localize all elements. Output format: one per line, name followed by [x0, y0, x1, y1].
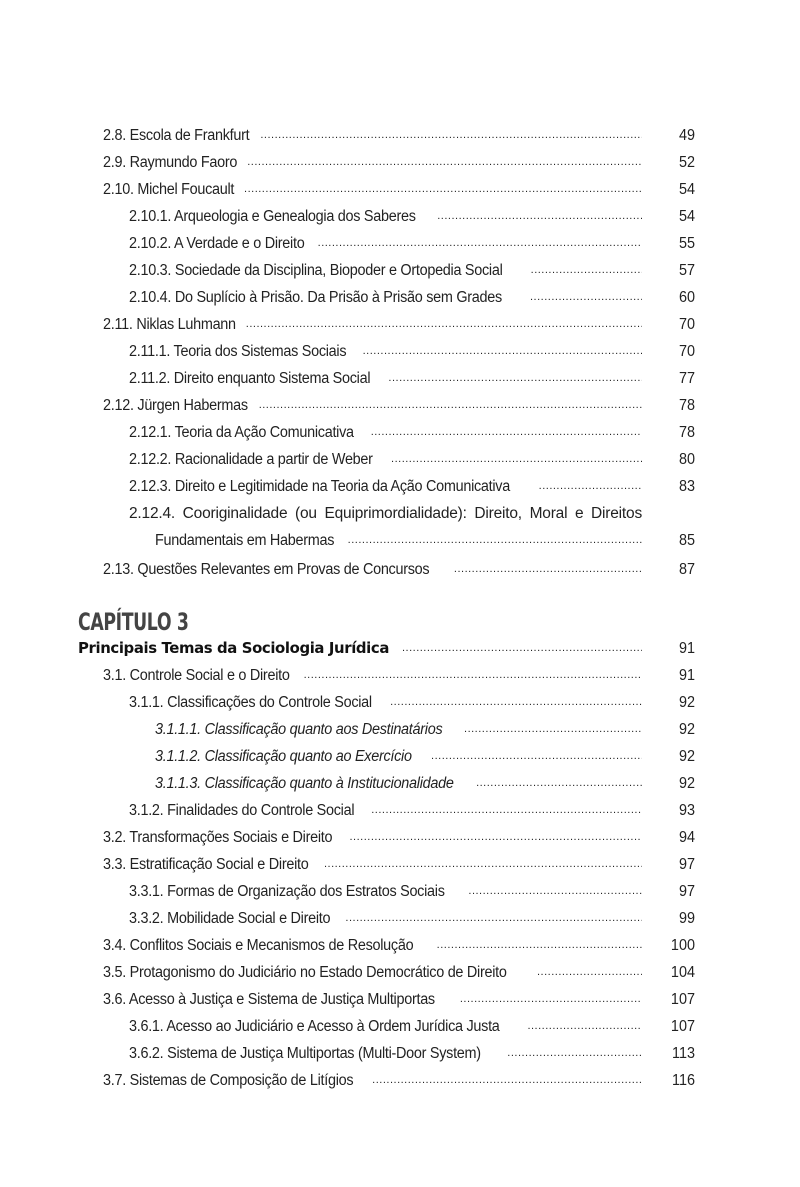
- toc-entry-title: 3.1. Controle Social e o Direito: [103, 667, 290, 684]
- dot-leader: [260, 122, 642, 149]
- toc-entry[interactable]: [0, 149, 800, 176]
- dot-leader: [390, 689, 642, 716]
- dot-leader: [348, 527, 642, 554]
- toc-entry-title: 3.2. Transformações Sociais e Direito: [103, 829, 333, 846]
- toc-entry-title: 3.1.1.3. Classificação quanto à Institucionalidade: [155, 775, 454, 792]
- toc-entry-title: 3.6.1. Acesso ao Judiciário e Acesso à Ordem Jurídica Justa: [129, 1018, 500, 1035]
- toc-section-chapter-2: [0, 122, 800, 500]
- dot-leader: [437, 203, 642, 230]
- toc-entry[interactable]: [0, 986, 800, 1013]
- dot-leader: [349, 824, 642, 851]
- toc-entry[interactable]: [0, 500, 800, 556]
- toc-entry-title: 2.9. Raymundo Faoro: [103, 154, 238, 171]
- toc-entry-title: 3.5. Protagonismo do Judiciário no Estado Democrático de Direito: [103, 964, 507, 981]
- toc-entry-title: 2.10.1. Arqueologia e Genealogia dos Saberes: [129, 208, 416, 225]
- toc-entry-page: 116: [672, 1072, 695, 1089]
- dot-leader: [259, 392, 642, 419]
- toc-section-chapter-2-end: [0, 556, 800, 583]
- toc-entry-title: 2.12.3. Direito e Legitimidade na Teoria da Ação Comunicativa: [129, 478, 510, 495]
- toc-entry-title: 3.6.2. Sistema de Justiça Multiportas (Multi-Door System): [129, 1045, 481, 1062]
- toc-entry-page: 80: [678, 451, 695, 468]
- toc-entry-page: 87: [678, 561, 695, 578]
- toc-entry[interactable]: [0, 203, 800, 230]
- toc-entry-title: 2.10.3. Sociedade da Disciplina, Biopoder e Ortopedia Social: [129, 262, 503, 279]
- toc-entry-title-line2: Fundamentais em Habermas: [155, 532, 335, 549]
- dot-leader: [391, 446, 642, 473]
- toc-entry-page: 77: [678, 370, 695, 387]
- toc-entry-title: 3.4. Conflitos Sociais e Mecanismos de Resolução: [103, 937, 414, 954]
- dot-leader: [460, 986, 642, 1013]
- toc-entry[interactable]: [0, 932, 800, 959]
- toc-entry[interactable]: [0, 446, 800, 473]
- dot-leader: [372, 1067, 642, 1094]
- toc-entry-title: 2.12.1. Teoria da Ação Comunicativa: [129, 424, 354, 441]
- toc-entry-page: 97: [678, 883, 695, 900]
- dot-leader: [244, 176, 642, 203]
- dot-leader: [464, 716, 642, 743]
- toc-entry[interactable]: [0, 959, 800, 986]
- toc-entry-title: 3.3.1. Formas de Organização dos Estratos Sociais: [129, 883, 445, 900]
- toc-entry[interactable]: [0, 419, 800, 446]
- toc-entry-title: 2.11. Niklas Luhmann: [103, 316, 236, 333]
- toc-entry[interactable]: [0, 284, 800, 311]
- toc-entry-page: 100: [670, 937, 695, 954]
- toc-entry-title: 3.1.1.1. Classificação quanto aos Destinatários: [155, 721, 443, 738]
- toc-entry-title: 3.1.1. Classificações do Controle Social: [129, 694, 372, 711]
- toc-entry[interactable]: [0, 257, 800, 284]
- toc-entry-title: 2.11.2. Direito enquanto Sistema Social: [129, 370, 371, 387]
- toc-entry[interactable]: [0, 878, 800, 905]
- toc-entry-page: 99: [678, 910, 695, 927]
- toc-entry[interactable]: [0, 176, 800, 203]
- toc-entry[interactable]: [0, 905, 800, 932]
- toc-entry-page: 97: [678, 856, 695, 873]
- dot-leader: [247, 149, 642, 176]
- toc-entry-page: 55: [678, 235, 695, 252]
- toc-entry-page: 107: [670, 991, 695, 1008]
- toc-entry-title: 3.6. Acesso à Justiça e Sistema de Justiça Multiportas: [103, 991, 435, 1008]
- toc-entry-page: 91: [678, 667, 695, 684]
- dot-leader: [539, 473, 642, 500]
- toc-section-chapter-3: [0, 662, 800, 1094]
- toc-entry[interactable]: [0, 122, 800, 149]
- toc-entry[interactable]: [0, 689, 800, 716]
- toc-entry[interactable]: [0, 338, 800, 365]
- dot-leader: [507, 1040, 642, 1067]
- dot-leader: [388, 365, 642, 392]
- dot-leader: [402, 635, 642, 662]
- toc-entry[interactable]: [0, 1013, 800, 1040]
- dot-leader: [324, 851, 642, 878]
- dot-leader: [431, 743, 642, 770]
- toc-entry-page: 85: [678, 532, 695, 549]
- toc-entry[interactable]: [0, 365, 800, 392]
- toc-entry[interactable]: [0, 1040, 800, 1067]
- dot-leader: [468, 878, 642, 905]
- toc-entry[interactable]: [0, 662, 800, 689]
- toc-entry-title: 2.8. Escola de Frankfurt: [103, 127, 250, 144]
- dot-leader: [531, 257, 642, 284]
- toc-entry[interactable]: [0, 311, 800, 338]
- toc-entry-page: 54: [678, 208, 695, 225]
- toc-entry-page: 54: [678, 181, 695, 198]
- dot-leader: [345, 905, 642, 932]
- dot-leader: [363, 338, 642, 365]
- chapter-label: CAPÍTULO 3: [78, 608, 189, 636]
- dot-leader: [246, 311, 642, 338]
- dot-leader: [318, 230, 642, 257]
- toc-entry-title: 2.10. Michel Foucault: [103, 181, 235, 198]
- toc-entry-title: 3.1.2. Finalidades do Controle Social: [129, 802, 355, 819]
- toc-entry-page: 104: [670, 964, 695, 981]
- toc-entry-title: 3.3.2. Mobilidade Social e Direito: [129, 910, 331, 927]
- dot-leader: [371, 419, 642, 446]
- toc-entry-title: 3.3. Estratificação Social e Direito: [103, 856, 309, 873]
- dot-leader: [371, 797, 642, 824]
- toc-entry-title: 2.11.1. Teoria dos Sistemas Sociais: [129, 343, 347, 360]
- toc-entry-page: 93: [678, 802, 695, 819]
- table-of-contents: [0, 122, 800, 1094]
- toc-entry-page: 78: [678, 397, 695, 414]
- chapter-title: Principais Temas da Sociologia Jurídica: [78, 639, 390, 657]
- toc-entry[interactable]: [0, 743, 800, 770]
- chapter-title-entry[interactable]: [0, 635, 800, 662]
- toc-entry-page: 107: [670, 1018, 695, 1035]
- toc-entry-page: 60: [678, 289, 695, 306]
- dot-leader: [537, 959, 642, 986]
- toc-entry-page: 92: [678, 721, 695, 738]
- toc-entry-page: 113: [672, 1045, 695, 1062]
- dot-leader: [437, 932, 642, 959]
- dot-leader: [530, 284, 642, 311]
- toc-entry[interactable]: [0, 473, 800, 500]
- toc-entry[interactable]: [0, 1067, 800, 1094]
- toc-entry-page: 57: [678, 262, 695, 279]
- toc-entry-page: 92: [678, 748, 695, 765]
- toc-entry-page: 83: [678, 478, 695, 495]
- dot-leader: [454, 556, 642, 583]
- toc-entry[interactable]: [0, 230, 800, 257]
- dot-leader: [476, 770, 642, 797]
- toc-entry-page: 70: [678, 343, 695, 360]
- toc-entry-page: 70: [678, 316, 695, 333]
- toc-entry[interactable]: [0, 824, 800, 851]
- toc-entry[interactable]: [0, 392, 800, 419]
- toc-entry-title: 3.7. Sistemas de Composição de Litígios: [103, 1072, 354, 1089]
- toc-entry[interactable]: [0, 797, 800, 824]
- toc-entry-title: 2.10.4. Do Suplício à Prisão. Da Prisão à Prisão sem Grades: [129, 289, 502, 306]
- toc-entry-title-line1: 2.12.4. Cooriginalidade (ou Equiprimordialidade): Direito, Moral e Direitos: [129, 505, 642, 522]
- toc-entry[interactable]: [0, 770, 800, 797]
- toc-entry[interactable]: [0, 851, 800, 878]
- toc-entry-page: 52: [678, 154, 695, 171]
- toc-entry-page: 92: [678, 775, 695, 792]
- dot-leader: [304, 662, 642, 689]
- dot-leader: [527, 1013, 642, 1040]
- toc-entry-page: 78: [678, 424, 695, 441]
- toc-entry-title: 2.12.2. Racionalidade a partir de Weber: [129, 451, 373, 468]
- toc-entry-title: 2.12. Jürgen Habermas: [103, 397, 248, 414]
- toc-entry-title: 3.1.1.2. Classificação quanto ao Exercício: [155, 748, 412, 765]
- toc-entry[interactable]: [0, 716, 800, 743]
- toc-entry-page: 92: [678, 694, 695, 711]
- toc-entry-title: 2.13. Questões Relevantes em Provas de Concursos: [103, 561, 430, 578]
- chapter-page: 91: [678, 640, 695, 657]
- toc-entry[interactable]: [0, 556, 800, 583]
- toc-entry-page: 49: [678, 127, 695, 144]
- toc-entry-title: 2.10.2. A Verdade e o Direito: [129, 235, 305, 252]
- toc-entry-page: 94: [678, 829, 695, 846]
